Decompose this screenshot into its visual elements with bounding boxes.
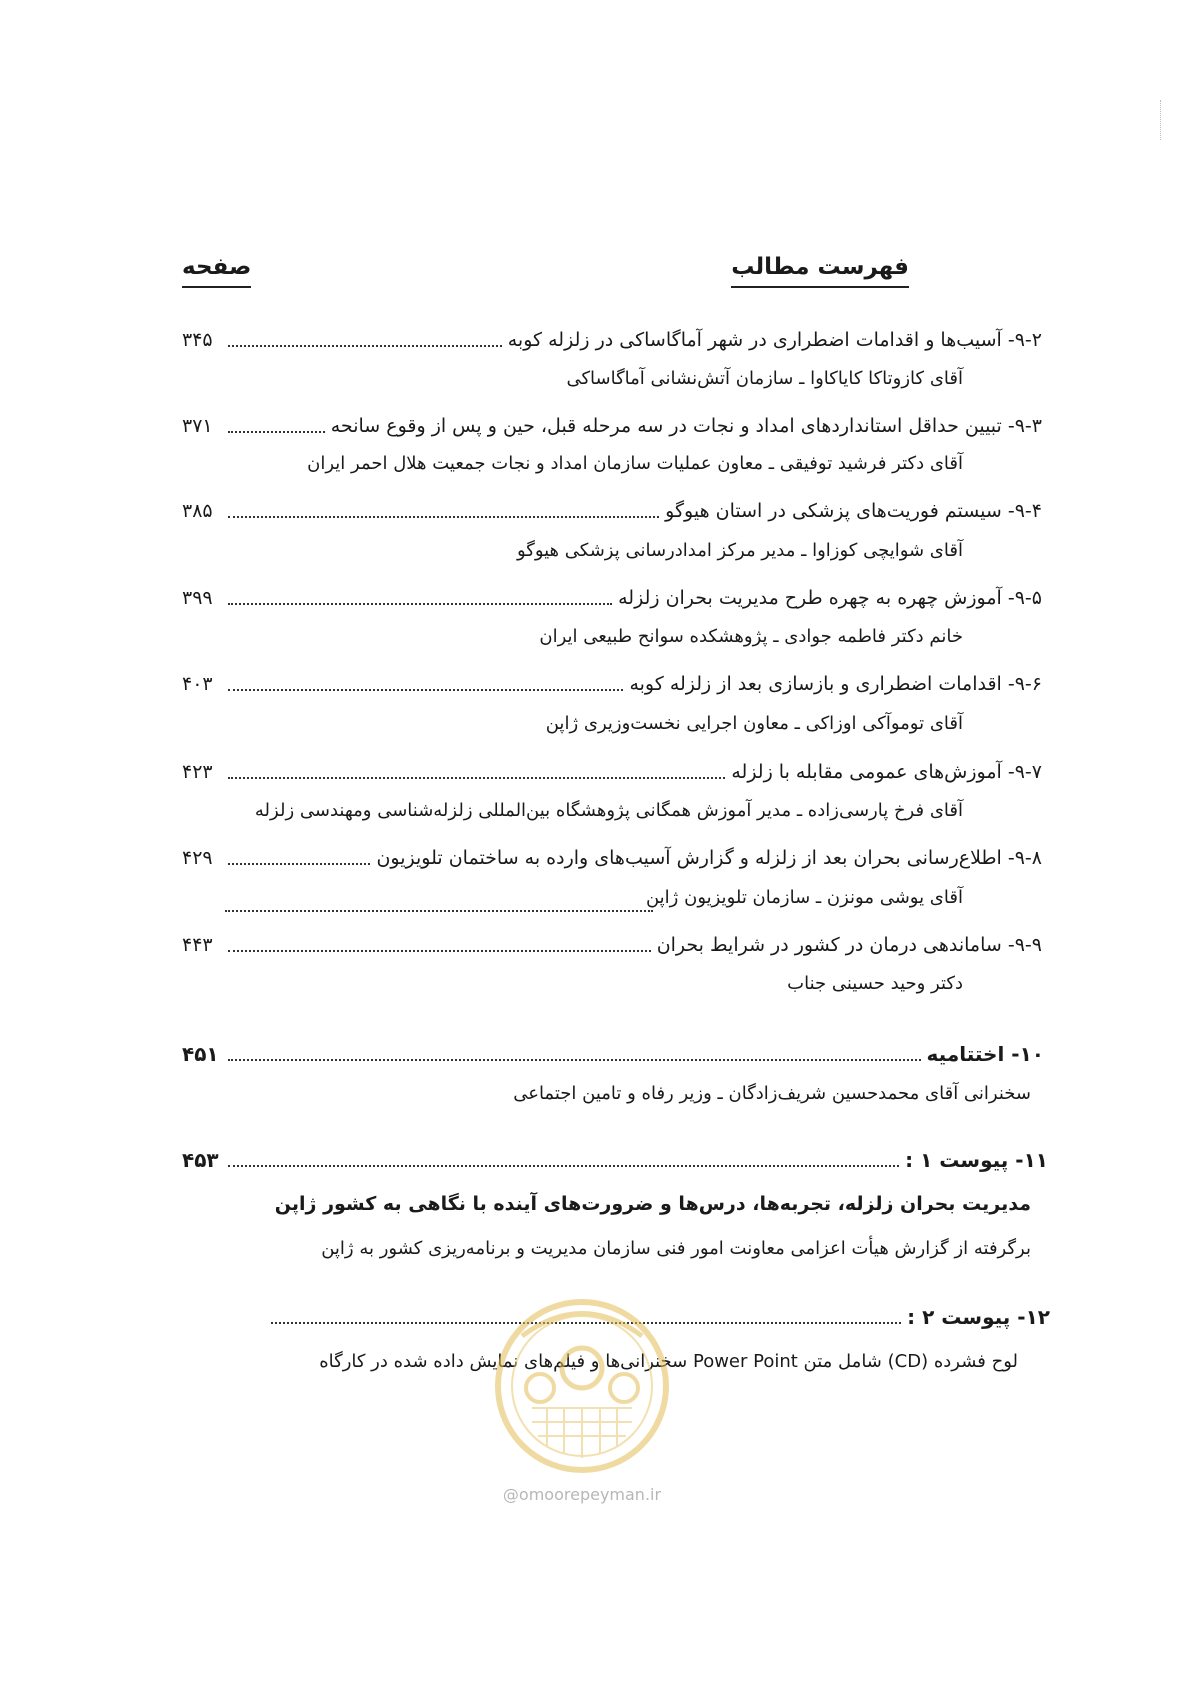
toc-entry[interactable] — [182, 326, 1042, 354]
toc-entry[interactable] — [182, 497, 1042, 525]
dot-leader — [228, 1165, 899, 1167]
dot-leader — [225, 910, 653, 912]
toc-section-title: ۱۱- پیوست ۱ : — [905, 1148, 1048, 1172]
toc-entry[interactable] — [182, 931, 1042, 959]
toc-entry-page: ۴۰۳ — [182, 673, 213, 695]
toc-section-title: ۱۰- اختتامیه — [926, 1042, 1044, 1066]
toc-entry-title: ۹-۲- آسیب‌ها و اقدامات اضطراری در شهر آماگاساکی در زلزله کوبه — [507, 329, 1042, 351]
toc-entry-title: ۹-۴- سیستم فوریت‌های پزشکی در استان هیوگو — [665, 500, 1042, 522]
toc-entry-title: ۹-۹- ساماندهی درمان در کشور در شرایط بحران — [656, 934, 1042, 956]
toc-entry-speaker: آقای دکتر فرشید توفیقی ـ معاون عملیات سازمان امداد و نجات جمعیت هلال احمر ایران — [307, 453, 963, 474]
dot-leader — [228, 950, 651, 952]
toc-entry-title: ۹-۸- اطلاع‌رسانی بحران بعد از زلزله و گزارش آسیب‌های وارده به ساختمان تلویزیون — [376, 847, 1042, 869]
toc-entry-page: ۴۲۹ — [182, 847, 213, 869]
toc-entry-speaker: آقای فرخ پارسی‌زاده ـ مدیر آموزش همگانی پژوهشگاه بین‌المللی زلزله‌شناسی ومهندسی زلزله — [254, 800, 963, 821]
toc-section[interactable] — [182, 1146, 1048, 1174]
dot-leader — [228, 345, 502, 347]
dot-leader — [228, 603, 612, 605]
toc-entry-title: ۹-۷- آموزش‌های عمومی مقابله با زلزله — [731, 761, 1042, 783]
toc-entry[interactable] — [182, 844, 1042, 872]
toc-entry[interactable] — [182, 670, 1042, 698]
toc-entry-page: ۳۷۱ — [182, 415, 213, 437]
toc-entry[interactable] — [182, 412, 1042, 440]
dot-leader — [228, 1059, 921, 1061]
dot-leader — [228, 516, 659, 518]
toc-entry-speaker: دکتر وحید حسینی جناب — [787, 973, 963, 994]
toc-section-note: لوح فشرده (CD) شامل متن Power Point سخنرانی‌ها و فیلم‌های نمایش داده شده در کارگاه — [319, 1351, 1018, 1372]
dot-leader — [228, 863, 370, 865]
toc-heading: فهرست مطالب — [731, 252, 909, 288]
toc-section-title: ۱۲- پیوست ۲ : — [907, 1305, 1050, 1329]
toc-section-note: برگرفته از گزارش هیأت اعزامی معاونت امور فنی سازمان مدیریت و برنامه‌ریزی کشور به ژاپن — [321, 1238, 1031, 1259]
toc-section-note: سخنرانی آقای محمدحسین شریف‌زادگان ـ وزیر رفاه و تامین اجتماعی — [513, 1083, 1031, 1104]
toc-entry-speaker: آقای توموآکی اوزاکی ـ معاون اجرایی نخست‌وزیری ژاپن — [545, 713, 963, 734]
scan-marks — [1160, 100, 1164, 140]
toc-entry-page: ۴۲۳ — [182, 761, 213, 783]
toc-entry[interactable] — [182, 584, 1042, 612]
dot-leader — [228, 689, 623, 691]
toc-entry-speaker: خانم دکتر فاطمه جوادی ـ پژوهشکده سوانح طبیعی ایران — [539, 626, 963, 647]
page-column-heading: صفحه — [182, 252, 251, 288]
toc-entry-page: ۳۴۵ — [182, 329, 213, 351]
watermark-url: @omoorepeyman.ir — [502, 1485, 662, 1504]
toc-entry-page: ۳۸۵ — [182, 500, 213, 522]
toc-entry-page: ۴۴۳ — [182, 934, 213, 956]
toc-section[interactable] — [182, 1040, 1044, 1068]
toc-entry-speaker: آقای یوشی مونزن ـ سازمان تلویزیون ژاپن — [645, 887, 963, 908]
toc-entry-title: ۹-۳- تبیین حداقل استانداردهای امداد و نجات در سه مرحله قبل، حین و پس از وقوع سانحه — [330, 415, 1042, 437]
watermark-seal-icon — [492, 1296, 672, 1476]
toc-section-page: ۴۵۳ — [182, 1148, 219, 1172]
toc-entry[interactable] — [182, 758, 1042, 786]
toc-section-subtitle: مدیریت بحران زلزله، تجربه‌ها، درس‌ها و ضرورت‌های آینده با نگاهی به کشور ژاپن — [274, 1193, 1031, 1215]
toc-entry-page: ۳۹۹ — [182, 587, 213, 609]
toc-entry-title: ۹-۶- اقدامات اضطراری و بازسازی بعد از زلزله کوبه — [629, 673, 1042, 695]
toc-entry-speaker: آقای کازوتاکا کایاکاوا ـ سازمان آتش‌نشانی آماگاساکی — [566, 368, 963, 389]
dot-leader — [228, 777, 725, 779]
dot-leader — [228, 431, 325, 433]
toc-entry-title: ۹-۵- آموزش چهره به چهره طرح مدیریت بحران زلزله — [618, 587, 1042, 609]
toc-section-page: ۴۵۱ — [182, 1042, 219, 1066]
toc-entry-speaker: آقای شوایچی کوزاوا ـ مدیر مرکز امدادرسانی پزشکی هیوگو — [516, 540, 963, 561]
